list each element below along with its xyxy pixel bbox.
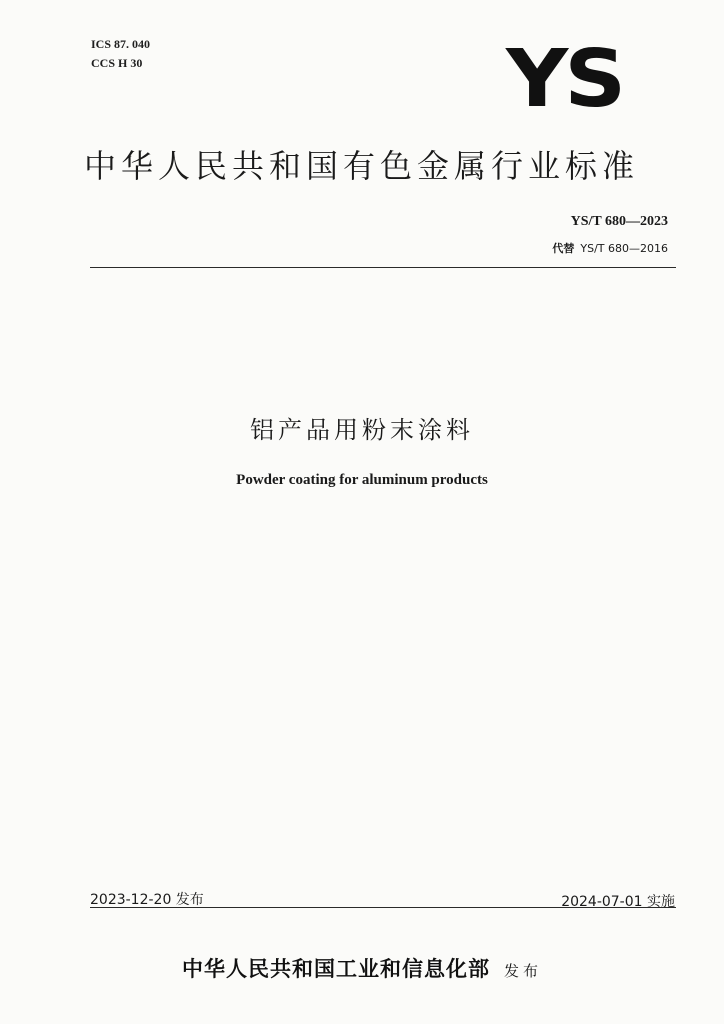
ccs-code: CCS H 30 — [91, 56, 143, 70]
document-title-chinese: 铝产品用粉末涂料 — [250, 416, 474, 444]
document-title-english: Powder coating for aluminum products — [236, 472, 488, 488]
ics-code: ICS 87. 040 — [91, 37, 151, 51]
footer-divider — [90, 907, 676, 908]
issue-date: 2023-12-20 发布 — [90, 892, 204, 908]
replaces-label: 代替 — [552, 242, 575, 255]
publisher-action: 发布 — [503, 962, 542, 980]
industry-standard-title: 中华人民共和国有色金属行业标准 — [84, 147, 640, 185]
implementation-date: 2024-07-01 实施 — [561, 894, 675, 910]
publisher — [0, 953, 724, 983]
publisher-name: 中华人民共和国工业和信息化部 — [181, 956, 490, 981]
replaces-standard — [552, 240, 668, 256]
replaced-standard-number: YS/T 680—2016 — [580, 242, 668, 255]
ys-logo: YS — [506, 33, 623, 126]
standard-number: YS/T 680—2023 — [570, 214, 668, 229]
header-divider — [90, 267, 676, 268]
